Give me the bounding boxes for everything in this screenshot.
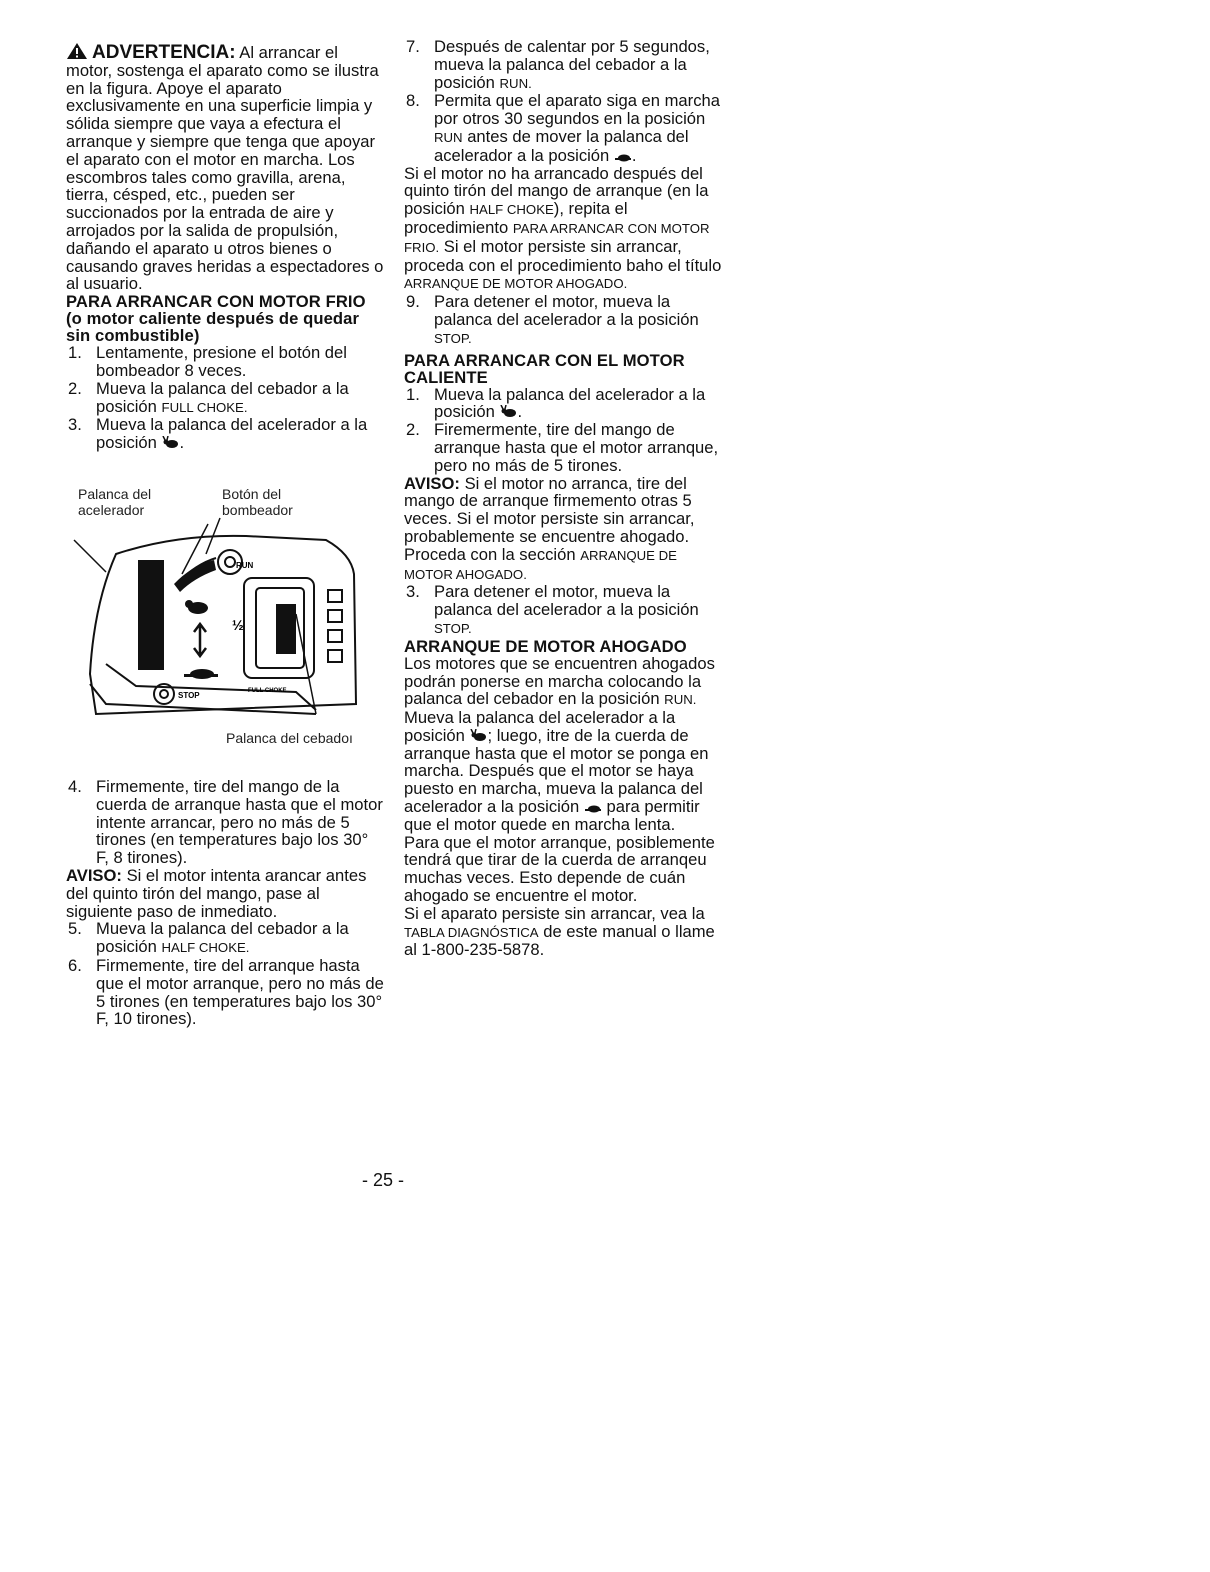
rabbit-fast-icon	[162, 436, 180, 450]
aviso-term: ARRANQUE DE MOTOR AHOGADO.	[404, 547, 677, 582]
step-text: Firemermente, tire del mango de arranque hasta que el motor arranque, pero no más de 5 tirones.	[434, 420, 719, 475]
run-marker: RUN	[236, 560, 254, 570]
aviso-label: AVISO:	[404, 473, 460, 493]
list-item	[66, 957, 384, 1028]
step-number: 3.	[68, 415, 82, 435]
retry-paragraph	[404, 165, 724, 294]
text: de este manual o llame al 1-800-235-5878.	[404, 921, 715, 960]
list-item	[404, 421, 724, 474]
text: Si el motor persiste sin arrancar, proceda con el procedimiento baho el título	[404, 236, 722, 275]
label-line: Palanca del	[78, 485, 152, 502]
step-text: Lentamente, presione el botón del bombeador 8 veces.	[96, 343, 347, 380]
text: Si el motor no ha arrancado después del quinto tirón del mango de arranque (en la posición	[404, 163, 709, 219]
step-text: antes de mover la palanca del acelerador a la posición	[434, 126, 689, 165]
step-number: 6.	[68, 955, 82, 975]
list-item	[66, 778, 384, 867]
step-text: Mueva la palanca del acelerador a la posición	[96, 415, 368, 453]
cold-steps-a	[66, 344, 384, 452]
step-punct: .	[517, 402, 523, 422]
aviso-label: AVISO:	[66, 865, 122, 885]
text: para permitir que el motor quede en marcha lenta.	[404, 797, 700, 834]
warm-steps-b	[404, 583, 724, 637]
control-panel-illustration	[66, 514, 384, 726]
rabbit-fast-icon	[500, 405, 518, 419]
label-line: bombeador	[222, 501, 293, 518]
step-number: 7.	[406, 37, 420, 56]
cold-steps-c	[66, 920, 384, 1028]
step-term: FULL CHOKE.	[161, 399, 248, 415]
step-term: RUN	[434, 129, 463, 145]
step-text: Después de calentar por 5 segundos, mueva la palanca del cebador a la posición	[434, 37, 710, 92]
term: TABLA DIAGNÓSTICA	[404, 924, 539, 940]
left-column	[66, 42, 384, 1028]
label-line: acelerador	[78, 501, 145, 518]
cold-steps-e	[404, 293, 724, 347]
flooded-paragraph-3	[404, 905, 724, 959]
step-number: 9.	[406, 292, 420, 312]
step-term: STOP.	[434, 620, 472, 636]
step-text: Mueva la palanca del cebador a la posición	[96, 919, 349, 957]
turtle-slow-icon	[614, 153, 632, 163]
step-text: Permita que el aparato siga en marcha por otros 30 segundos en la posición	[434, 91, 720, 129]
text: Los motores que se encuentren ahogados podrán ponerse en marcha colocando la palanca del cebador en la posición	[404, 653, 715, 709]
heading-flooded-start: ARRANQUE DE MOTOR AHOGADO	[404, 636, 687, 656]
text: ), repita el procedimiento	[404, 199, 628, 237]
step-text: Mueva la palanca del cebador a la posición	[96, 378, 349, 416]
control-panel-figure	[66, 486, 384, 748]
page-number: - 25 -	[362, 1170, 405, 1190]
step-text: Firmemente, tire del arranque hasta que el motor arranque, pero no más de 5 tirones (en temperatures bajo los 30° F, 10 tirones).	[96, 955, 384, 1029]
label-line: Botón del	[222, 485, 282, 502]
step-punct: .	[179, 433, 185, 453]
turtle-slow-icon	[184, 669, 218, 679]
text: Mueva la palanca del acelerador a la posición	[404, 708, 676, 745]
right-column	[404, 38, 724, 959]
aviso-paragraph	[66, 867, 384, 920]
step-number: 4.	[68, 776, 82, 796]
list-item	[66, 416, 384, 452]
text: ; luego, itre de la cuerda de arranque hasta que el motor se ponga en marcha. Después que el motor se haya puesto en marcha, mueva la palanca del acelerador a la posición	[404, 725, 709, 817]
step-punct: .	[631, 145, 637, 165]
label-choke: Palanca del cebadoı	[226, 729, 353, 746]
step-number: 2.	[68, 378, 82, 398]
list-item	[66, 344, 384, 380]
step-term: HALF CHOKE.	[161, 940, 250, 956]
step-text: Mueva la palanca del acelerador a la posición	[434, 384, 706, 422]
step-number: 5.	[68, 919, 82, 939]
heading-cold-start: PARA ARRANCAR CON MOTOR FRIO (o motor caliente después de quedar sin combustible)	[66, 292, 366, 346]
step-number: 1.	[406, 384, 420, 404]
turtle-slow-icon	[584, 804, 602, 814]
list-item	[404, 38, 724, 92]
cold-steps-b	[66, 778, 384, 867]
step-text: Para detener el motor, mueva la palanca del acelerador a la posición	[434, 582, 699, 620]
rabbit-fast-icon	[470, 729, 488, 743]
stop-marker: STOP	[178, 690, 200, 700]
warning-text: Al arrancar el motor, sostenga el aparato como se ilustra en la figura. Apoye el aparato exclusivamente en una superficie limpia y sólida siempre que vaya a efectura el arranque y siempre que tenga que apoyar el aparato con el motor en marcha. Los escombros tales como gravilla, arena, tierra, césped, etc., pueden ser succionados por la entrada de aire y arrojados por la salida de propulsión, dañando el aparato u otros bienes o causando graves heridas a espectadores o al usuario.	[66, 43, 384, 294]
step-text: Firmemente, tire del mango de la cuerda de arranque hasta que el motor intente arrancar, pero no más de 5 tirones (en temperatures bajo los 30° F, 8 tirones).	[96, 776, 383, 868]
aviso-text: Si el motor no arranca, tire del mango de arranque firmemento otras 5 veces. Si el motor persiste sin arrancar, probablemente se encuentre ahogado. Proceda con la sección	[404, 473, 695, 564]
step-number: 3.	[406, 582, 420, 602]
warning-paragraph	[66, 42, 384, 293]
flooded-paragraph-2: Para que el motor arranque, posiblemente tendrá que tirar de la cuerda de arranqeu muchas veces. Esto depende de cuán ahogado se encuentre el motor.	[404, 832, 715, 906]
term: PARA ARRANCAR CON MOTOR FRIO.	[404, 220, 710, 255]
step-term: STOP.	[434, 330, 472, 346]
list-item	[66, 380, 384, 417]
warning-title: ADVERTENCIA:	[92, 42, 236, 63]
step-number: 8.	[406, 91, 420, 111]
heading-warm-start: PARA ARRANCAR CON EL MOTOR CALIENTE	[404, 350, 685, 387]
text: Si el aparato persiste sin arrancar, vea la	[404, 903, 705, 923]
warning-triangle-icon	[66, 42, 88, 60]
step-number: 1.	[68, 343, 82, 363]
step-text: Para detener el motor, mueva la palanca del acelerador a la posición	[434, 292, 699, 329]
cold-steps-d	[404, 38, 724, 165]
aviso-paragraph	[404, 475, 724, 584]
term: ARRANQUE DE MOTOR AHOGADO.	[404, 276, 628, 292]
term: HALF CHOKE	[469, 202, 554, 218]
warm-steps-a	[404, 386, 724, 475]
list-item	[66, 920, 384, 957]
term: RUN.	[664, 692, 697, 708]
full-choke-marker: FULL CHOKE	[248, 687, 287, 694]
list-item	[404, 583, 724, 637]
aviso-text: Si el motor intenta arancar antes del quinto tirón del mango, pase al siguiente paso de inmediato.	[66, 865, 367, 921]
flooded-paragraph-1	[404, 655, 724, 834]
step-term: RUN.	[499, 75, 532, 91]
rabbit-fast-icon	[185, 600, 208, 614]
list-item	[404, 92, 724, 164]
list-item	[404, 293, 724, 347]
step-number: 2.	[406, 420, 420, 440]
half-choke-marker: ½	[232, 616, 244, 633]
list-item	[404, 386, 724, 422]
